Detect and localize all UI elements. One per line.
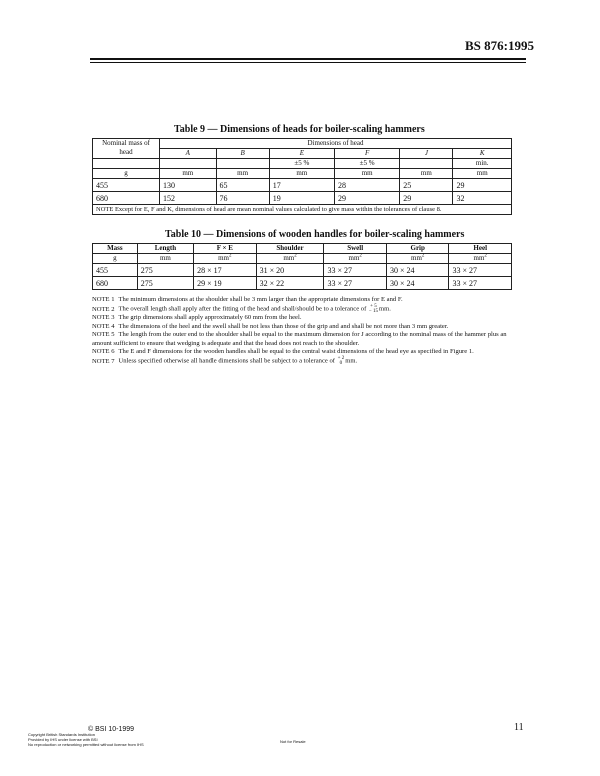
table9-cell: 455 xyxy=(93,179,160,192)
header-rule-thin xyxy=(90,62,526,63)
table9-letter-a: A xyxy=(160,149,217,159)
table10-header: Grip xyxy=(386,244,449,254)
tolerance-stack xyxy=(338,356,345,366)
table9-tol-blank xyxy=(93,159,160,169)
table10-cell: 455 xyxy=(93,264,138,277)
table10-cell: 275 xyxy=(137,264,193,277)
table9-note: NOTE Except for E, F and K, dimensions of head are mean nominal values calculated to give mass within the tolerances of clause 8. xyxy=(93,205,512,215)
table10-unit: g xyxy=(93,254,138,264)
note-item xyxy=(92,296,512,304)
table10-cell: 29 × 19 xyxy=(194,277,257,290)
table9-cell: 19 xyxy=(269,192,334,205)
table9-unit: mm xyxy=(160,169,217,179)
table10-cell: 28 × 17 xyxy=(194,264,257,277)
table9-cell: 29 xyxy=(400,192,453,205)
unit-exponent: 2 xyxy=(359,253,362,259)
table10-cell: 33 × 27 xyxy=(324,264,387,277)
tolerance-stack xyxy=(369,304,378,314)
table9-unit: mm xyxy=(453,169,512,179)
table10 xyxy=(92,243,512,290)
table9-cell: 32 xyxy=(453,192,512,205)
note-text: The dimensions of the heel and the swell shall be not less than those of the grip and and shall be not more than 3 mm greater. xyxy=(118,322,449,330)
table-row xyxy=(93,179,512,192)
table9-tolerance: min. xyxy=(453,159,512,169)
table9-cell: 680 xyxy=(93,192,160,205)
note-text: Unless specified otherwise all handle dimensions shall be subject to a tolerance of xyxy=(118,357,335,365)
not-for-resale: Not for Resale xyxy=(280,739,306,744)
table-row xyxy=(93,192,512,205)
table9-tolerance xyxy=(216,159,269,169)
table9-letter-j: J xyxy=(400,149,453,159)
table9-tolerance: ±5 % xyxy=(335,159,400,169)
unit-base: mm xyxy=(283,254,295,262)
header-rule-thick xyxy=(90,58,526,60)
note-text: The grip dimensions shall apply approximately 60 mm from the heel. xyxy=(118,314,302,322)
tolerance-lower: − 15 xyxy=(368,309,378,315)
tolerance-upper: + 2 xyxy=(337,356,345,362)
note-text: The E and F dimensions for the wooden handles shall be equal to the central waist dimensions of the head eye as specified in Figure 1. xyxy=(118,348,474,356)
unit-exponent: 2 xyxy=(229,253,232,259)
copyright-year: © BSI 10-1999 xyxy=(88,726,135,733)
table10-title: Table 10 — Dimensions of wooden handles for boiler-scaling hammers xyxy=(165,229,465,240)
table9-tolerance xyxy=(160,159,217,169)
unit-base: mm xyxy=(411,254,422,262)
table10-cell: 33 × 27 xyxy=(449,264,512,277)
note-item xyxy=(92,314,512,322)
table9-cell: 17 xyxy=(269,179,334,192)
table9-unit: g xyxy=(93,169,160,179)
table9 xyxy=(92,138,512,215)
page-number: 11 xyxy=(514,722,524,733)
unit-exponent: 2 xyxy=(421,253,425,259)
table9-tolerance: ±5 % xyxy=(269,159,334,169)
table9-nominal-mass-header: Nominal mass of head xyxy=(93,139,160,159)
note-label: NOTE 7 xyxy=(92,357,115,365)
table9-cell: 29 xyxy=(453,179,512,192)
table9-dimensions-header: Dimensions of head xyxy=(160,139,512,149)
unit-base: mm xyxy=(348,254,360,262)
note-unit: mm. xyxy=(379,305,391,313)
unit-base: mm xyxy=(473,254,485,262)
table9-cell: 28 xyxy=(335,179,400,192)
table9-unit: mm xyxy=(400,169,453,179)
table9-letter-k: K xyxy=(453,149,512,159)
table10-header: Shoulder xyxy=(256,244,324,254)
note-label: NOTE 6 xyxy=(92,348,115,356)
table10-cell: 31 × 20 xyxy=(256,264,324,277)
unit-exponent: 2 xyxy=(294,253,297,259)
table9-unit: mm xyxy=(335,169,400,179)
table9-unit: mm xyxy=(269,169,334,179)
table9-cell: 25 xyxy=(400,179,453,192)
note-unit: mm. xyxy=(345,357,358,365)
table10-notes xyxy=(92,296,512,366)
license-line: Provided by IHS under license with BSI xyxy=(28,737,98,742)
note-label: NOTE 3 xyxy=(92,314,115,322)
unit-base: mm xyxy=(218,254,229,262)
table9-letter-f: F xyxy=(335,149,400,159)
unit-exponent: 2 xyxy=(484,253,487,259)
table10-cell: 30 × 24 xyxy=(386,264,449,277)
table9-cell: 130 xyxy=(160,179,217,192)
note-item xyxy=(92,356,512,366)
table10-header: Swell xyxy=(324,244,387,254)
table10-unit xyxy=(324,254,387,264)
table10-header: Heel xyxy=(449,244,512,254)
table10-cell: 30 × 24 xyxy=(386,277,449,290)
table10-unit xyxy=(449,254,512,264)
table10-cell: 32 × 22 xyxy=(256,277,324,290)
tolerance-upper: + 5 xyxy=(370,304,377,310)
table-row xyxy=(93,264,512,277)
table9-title: Table 9 — Dimensions of heads for boiler-scaling hammers xyxy=(174,124,425,135)
note-label: NOTE 5 xyxy=(92,331,115,339)
note-item xyxy=(92,348,512,356)
table10-cell: 33 × 27 xyxy=(324,277,387,290)
table-row xyxy=(93,277,512,290)
table10-cell: 275 xyxy=(137,277,193,290)
note-item xyxy=(92,331,512,348)
table9-letter-b: B xyxy=(216,149,269,159)
table9-letter-e: E xyxy=(269,149,334,159)
table9-cell: 152 xyxy=(160,192,217,205)
note-text: The minimum dimensions at the shoulder shall be 3 mm larger than the appropriate dimensions for E and F. xyxy=(118,296,403,303)
table10-cell: 680 xyxy=(93,277,138,290)
tolerance-lower: 0 xyxy=(339,361,343,367)
note-text: The length from the outer end to the shoulder shall be equal to the maximum dimension for J according to the nominal mass of the hammer plus an amount sufficient to ensure that wedging is adequate and that the head does not reach to the shoulder. xyxy=(92,331,507,347)
table10-unit: mm xyxy=(137,254,193,264)
note-label: NOTE 2 xyxy=(92,305,115,313)
table9-cell: 76 xyxy=(216,192,269,205)
reproduction-line: No reproduction or networking permitted without license from IHS xyxy=(28,742,144,747)
table10-unit xyxy=(256,254,324,264)
table9-cell: 29 xyxy=(335,192,400,205)
table9-unit: mm xyxy=(216,169,269,179)
table10-header: Mass xyxy=(93,244,138,254)
note-item xyxy=(92,323,512,331)
table9-cell: 65 xyxy=(216,179,269,192)
note-item xyxy=(92,304,512,314)
note-label: NOTE 4 xyxy=(92,322,115,330)
document-code: BS 876:1995 xyxy=(465,38,534,53)
table10-unit xyxy=(194,254,257,264)
table10-cell: 33 × 27 xyxy=(449,277,512,290)
table10-unit xyxy=(386,254,449,264)
table10-header: Length xyxy=(137,244,193,254)
copyright-line: Copyright British Standards Institution xyxy=(28,732,95,737)
table10-header: F × E xyxy=(194,244,257,254)
table9-tolerance xyxy=(400,159,453,169)
note-text: The overall length shall apply after the fitting of the head and shall/should be to a tolerance of xyxy=(118,305,367,313)
note-label: NOTE 1 xyxy=(92,296,115,303)
